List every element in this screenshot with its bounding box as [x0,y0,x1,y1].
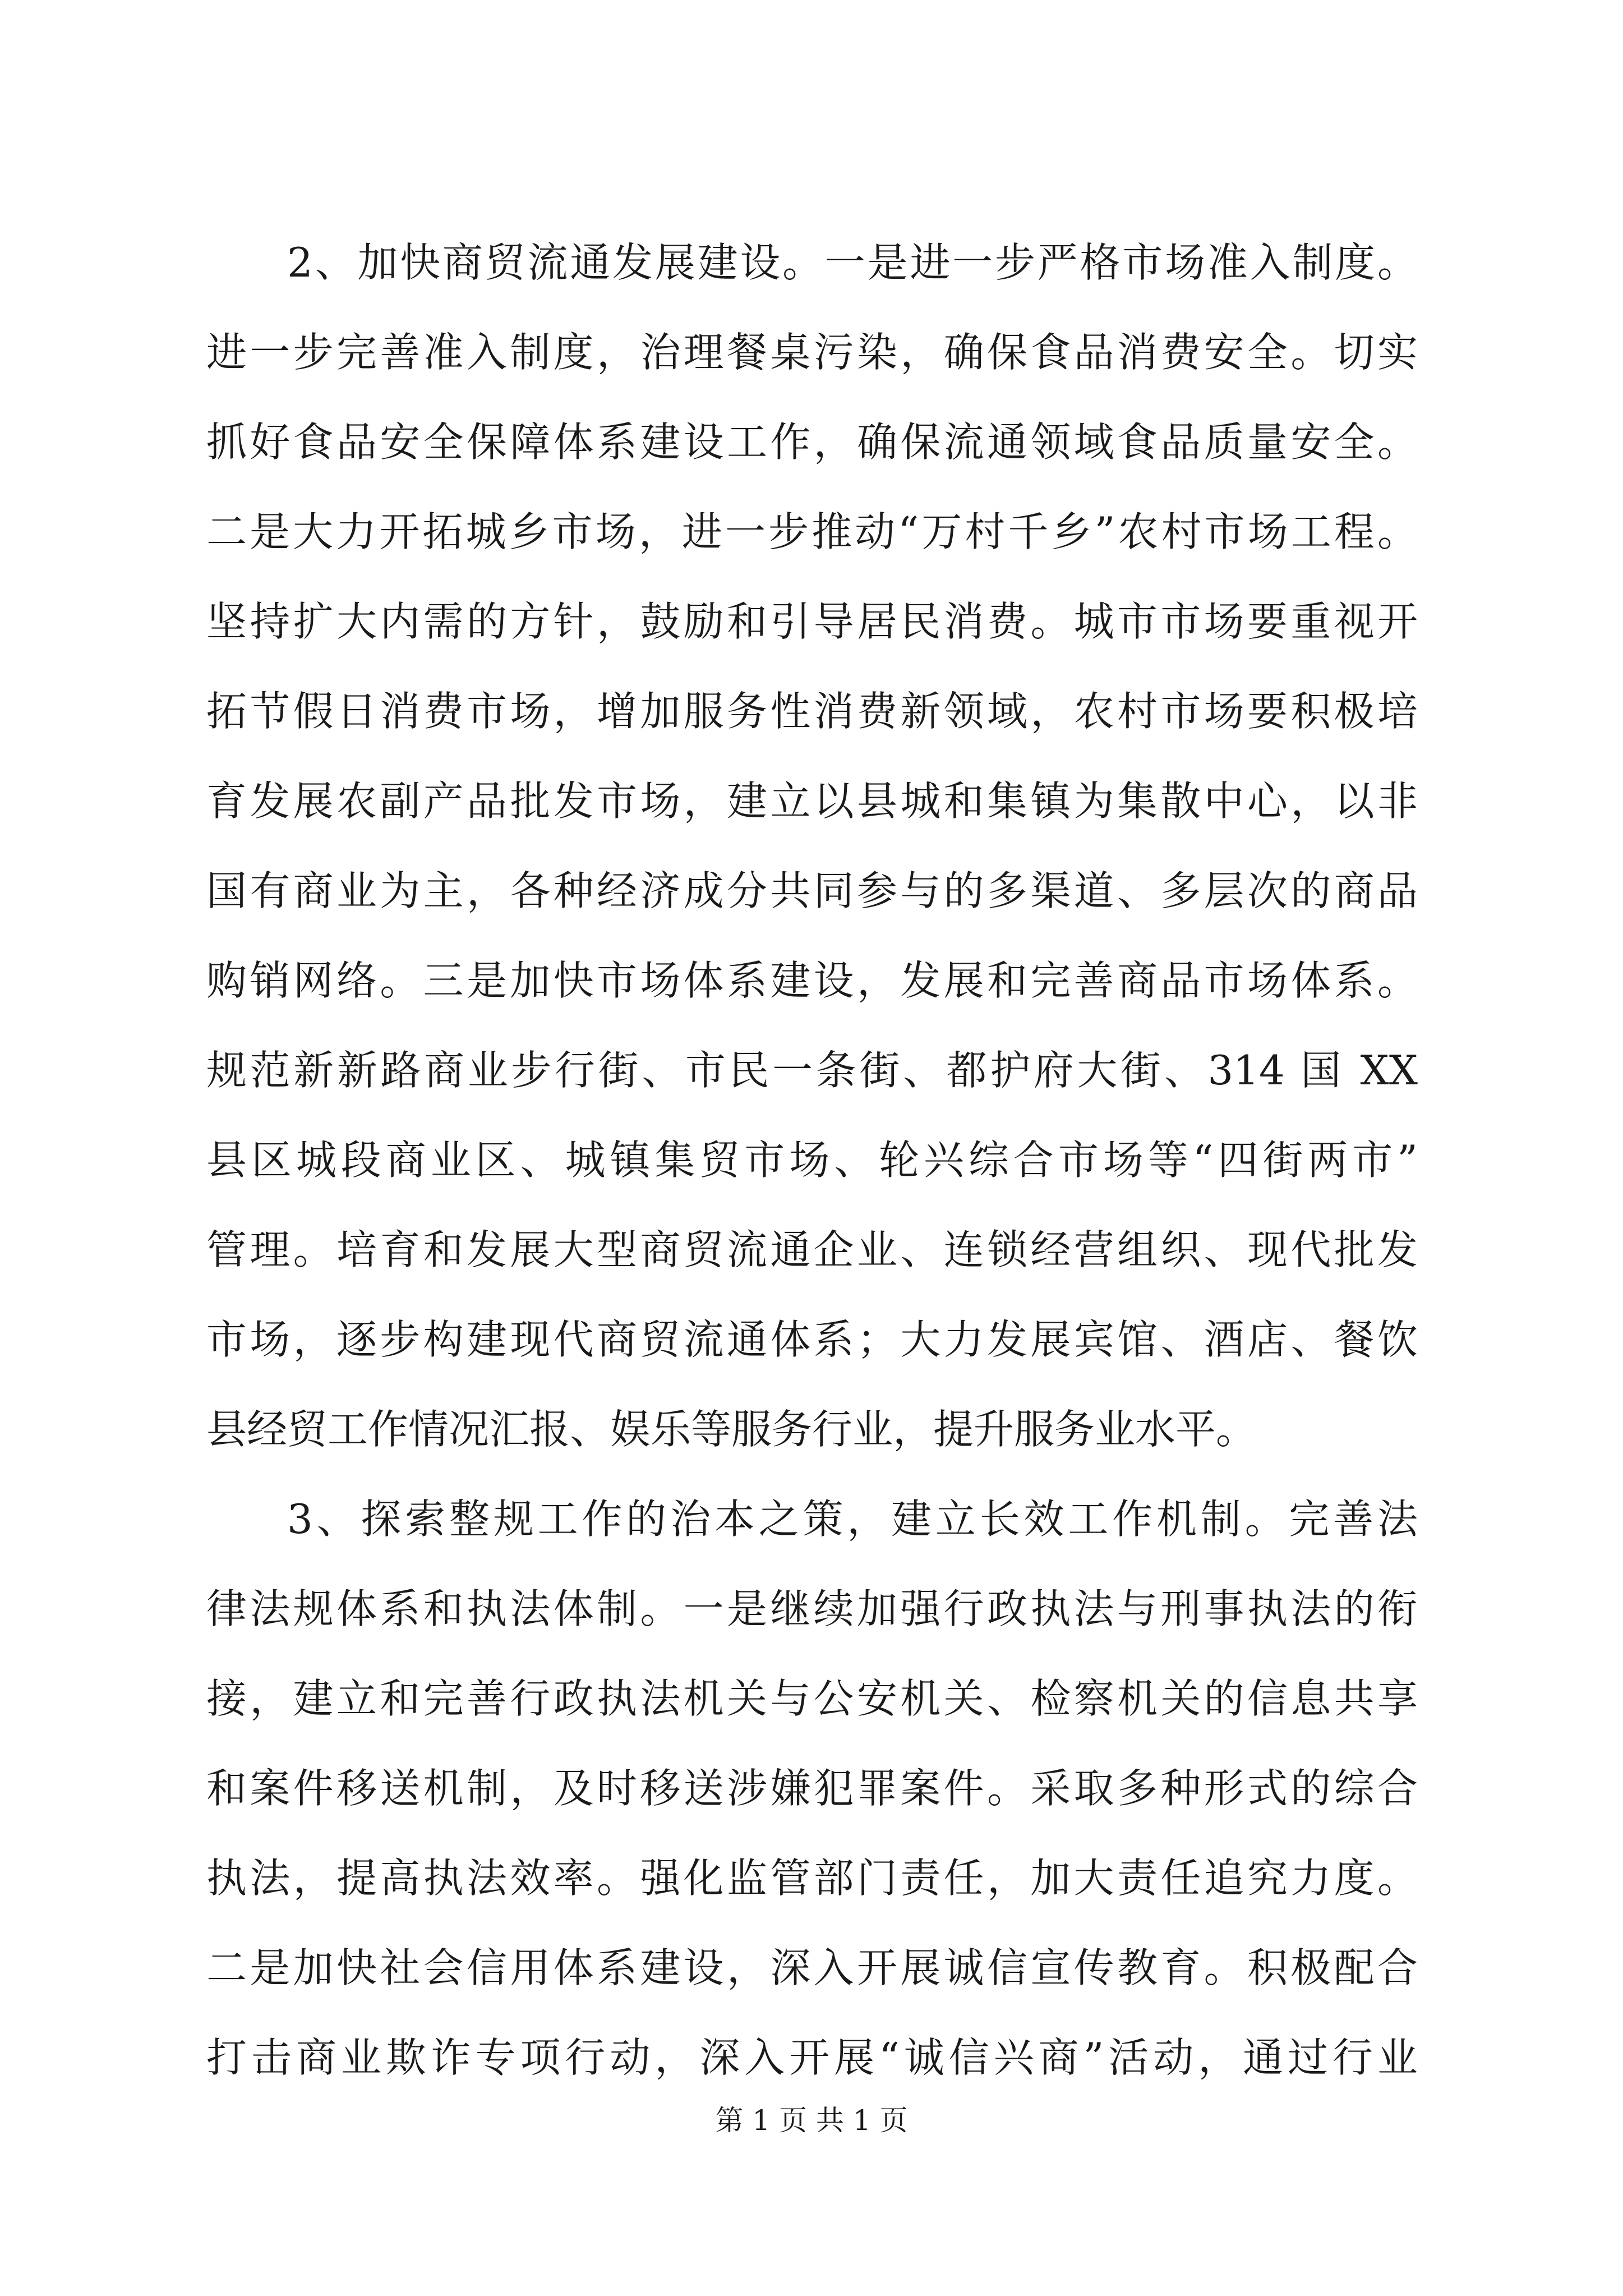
paragraph-line: 拓节假日消费市场，增加服务性消费新领域，农村市场要积极培 [206,688,1418,735]
paragraph-line: 规范新新路商业步行街、市民一条街、都护府大街、314 国 XX [206,1047,1418,1094]
paragraph-line: 县区城段商业区、城镇集贸市场、轮兴综合市场等“四街两市” [206,1137,1418,1184]
paragraph-line: 二是加快社会信用体系建设，深入开展诚信宣传教育。积极配合 [206,1944,1418,1991]
paragraph-line: 县经贸工作情况汇报、娱乐等服务行业，提升服务业水平。 [206,1406,1257,1453]
paragraph-line: 2、加快商贸流通发展建设。一是进一步严格市场准入制度。 [287,239,1418,286]
paragraph-line: 管理。培育和发展大型商贸流通企业、连锁经营组织、现代批发 [206,1226,1418,1273]
paragraph-line: 购销网络。三是加快市场体系建设，发展和完善商品市场体系。 [206,957,1418,1004]
paragraph-line: 和案件移送机制，及时移送涉嫌犯罪案件。采取多种形式的综合 [206,1765,1418,1812]
paragraph-line: 接，建立和完善行政执法机关与公安机关、检察机关的信息共享 [206,1675,1418,1722]
paragraph-line: 律法规体系和执法体制。一是继续加强行政执法与刑事执法的衔 [206,1585,1418,1632]
paragraph-line: 市场，逐步构建现代商贸流通体系；大力发展宾馆、酒店、餐饮 [206,1316,1418,1363]
paragraph-line: 3、探索整规工作的治本之策，建立长效工作机制。完善法 [287,1496,1418,1543]
paragraph-line: 抓好食品安全保障体系建设工作，确保流通领域食品质量安全。 [206,418,1418,466]
paragraph-line: 坚持扩大内需的方针，鼓励和引导居民消费。城市市场要重视开 [206,598,1418,645]
paragraph-line: 打击商业欺诈专项行动，深入开展“诚信兴商”活动，通过行业 [206,2034,1418,2081]
paragraph-line: 进一步完善准入制度，治理餐桌污染，确保食品消费安全。切实 [206,329,1418,376]
paragraph-line: 国有商业为主，各种经济成分共同参与的多渠道、多层次的商品 [206,867,1418,914]
paragraph-line: 执法，提高执法效率。强化监管部门责任，加大责任追究力度。 [206,1855,1418,1902]
page-footer: 第 1 页 共 1 页 [715,2104,908,2137]
document-body [206,218,1418,2102]
paragraph-line: 二是大力开拓城乡市场，进一步推动“万村千乡”农村市场工程。 [206,508,1418,555]
paragraph-line: 育发展农副产品批发市场，建立以县城和集镇为集散中心，以非 [206,777,1418,825]
